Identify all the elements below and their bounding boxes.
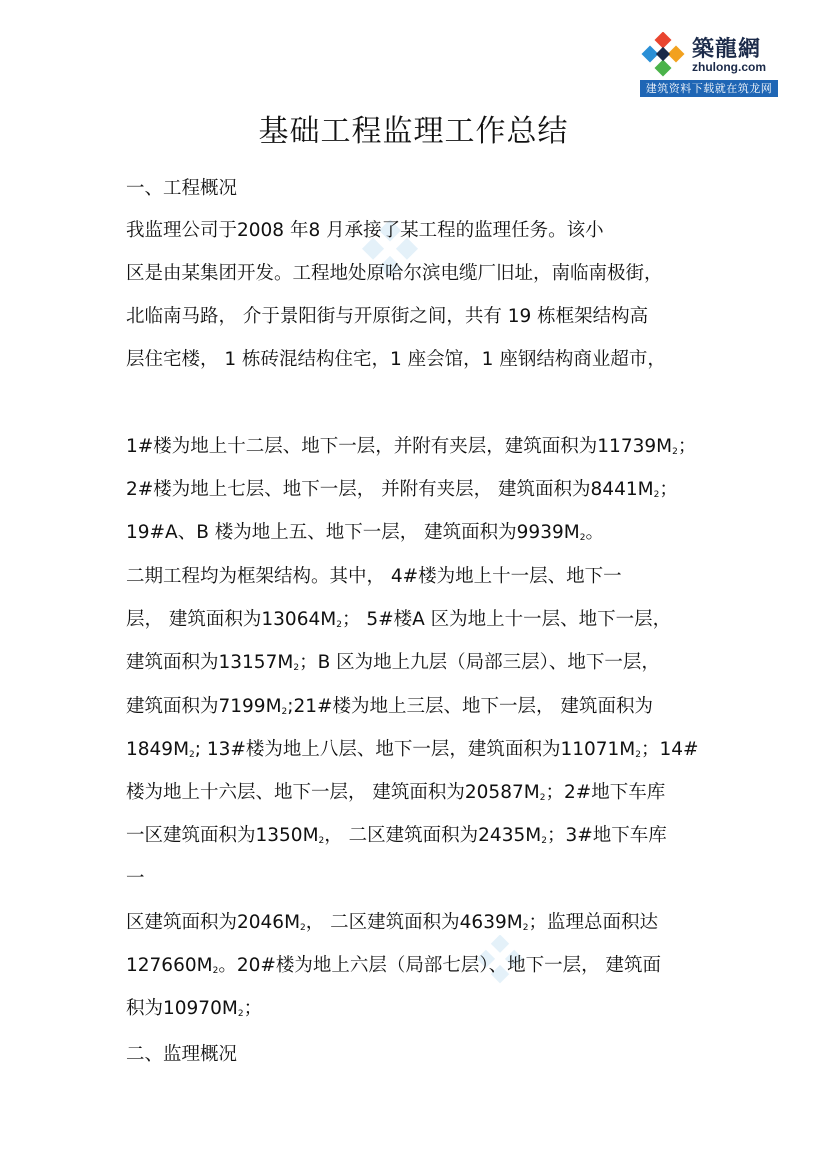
paragraph-line bbox=[126, 908, 658, 934]
unit-superscript: 2 bbox=[653, 490, 660, 500]
line-text: 建筑面积为7199M bbox=[126, 695, 282, 717]
paragraph-line bbox=[126, 648, 660, 674]
line-text: 1849M bbox=[126, 738, 190, 760]
unit-superscript: 2 bbox=[336, 620, 342, 631]
line-text: 127660M bbox=[126, 954, 213, 976]
building-line bbox=[126, 518, 604, 544]
paragraph-line bbox=[126, 778, 665, 804]
unit-superscript: 2 bbox=[189, 749, 195, 760]
line-text: 积为10970M bbox=[126, 998, 238, 1019]
paragraph-line bbox=[126, 562, 622, 588]
line-text: ；监理总面积达 bbox=[528, 911, 658, 933]
line-text: ；2#地下车库 bbox=[545, 782, 666, 803]
line-text: 2#楼为地上七层、地下一层， 并附有夹层， 建筑面积为8441M bbox=[126, 479, 654, 500]
unit-superscript: 2 bbox=[522, 922, 529, 933]
paragraph-line bbox=[126, 605, 671, 631]
paragraph-line bbox=[126, 821, 667, 847]
line-text: 一区建筑面积为1350M bbox=[126, 825, 319, 847]
line-text: 。 bbox=[585, 522, 604, 543]
line-text: ; 13#楼为地上八层、地下一层，建筑面积为11071M bbox=[194, 738, 636, 760]
paragraph-line bbox=[126, 864, 145, 890]
unit-superscript: 2 bbox=[635, 749, 641, 760]
line-text: ；3#地下车库 bbox=[546, 825, 667, 847]
line-text: 。20#楼为地上六层（局部七层）、地下一层， 建筑面 bbox=[218, 954, 662, 976]
line-text: ;21#楼为地上三层、地下一层， 建筑面积为 bbox=[287, 695, 653, 717]
unit-superscript: 2 bbox=[281, 706, 288, 717]
paragraph-line: 北临南马路， 介于景阳街与开原街之间，共有 19 栋框架结构高 bbox=[126, 306, 649, 327]
logo-name: 築龍網 bbox=[692, 36, 762, 62]
section-heading: 二、监理概况 bbox=[126, 1044, 238, 1065]
line-text: ； bbox=[243, 998, 263, 1019]
paragraph-line bbox=[126, 951, 661, 977]
paragraph-line: 层住宅楼， 1 栋砖混结构住宅，1 座会馆，1 座钢结构商业超市， bbox=[126, 349, 666, 370]
logo-mark-icon bbox=[640, 32, 686, 78]
logo-slogan: 建筑资料下载就在筑龙网 bbox=[640, 80, 778, 97]
paragraph-line bbox=[126, 735, 699, 761]
paragraph-line bbox=[126, 692, 653, 718]
line-text: 楼为地上十六层、地下一层， 建筑面积为20587M bbox=[126, 782, 540, 803]
unit-superscript: 2 bbox=[541, 836, 547, 847]
line-text: 区建筑面积为2046M bbox=[126, 911, 301, 933]
line-text: 建筑面积为13157M bbox=[126, 652, 294, 674]
line-text: ， 二区建筑面积为4639M bbox=[305, 911, 523, 933]
line-text: ； bbox=[659, 479, 678, 500]
line-text: 一 bbox=[126, 868, 145, 890]
zhulong-logo[interactable] bbox=[640, 28, 778, 98]
paragraph-line bbox=[126, 994, 262, 1020]
line-text: 1#楼为地上十二层、地下一层，并附有夹层，建筑面积为11739M bbox=[126, 436, 673, 457]
line-text: 19#A、B 楼为地上五、地下一层， 建筑面积为9939M bbox=[126, 522, 580, 543]
building-line bbox=[126, 475, 678, 501]
line-text: ； bbox=[677, 436, 697, 457]
unit-superscript: 2 bbox=[672, 447, 678, 457]
line-text: ；14# bbox=[641, 738, 699, 760]
unit-superscript: 2 bbox=[318, 836, 325, 847]
line-text: 层， 建筑面积为13064M bbox=[126, 609, 337, 631]
line-text: ， 二区建筑面积为2435M bbox=[324, 825, 542, 847]
unit-superscript: 2 bbox=[212, 965, 219, 976]
unit-superscript: 2 bbox=[539, 793, 546, 803]
paragraph-line: 我监理公司于2008 年8 月承接了某工程的监理任务。该小 bbox=[126, 220, 604, 241]
unit-superscript: 2 bbox=[293, 663, 300, 674]
unit-superscript: 2 bbox=[300, 922, 306, 933]
logo-url: zhulong.com bbox=[692, 60, 766, 74]
unit-superscript: 2 bbox=[237, 1009, 244, 1019]
line-text: ；B 区为地上九层（局部三层）、地下一层， bbox=[299, 652, 660, 674]
section-heading: 一、工程概况 bbox=[126, 178, 238, 199]
building-line bbox=[126, 432, 696, 458]
line-text: ； 5#楼A 区为地上十一层、地下一层， bbox=[341, 609, 672, 631]
unit-superscript: 2 bbox=[579, 533, 586, 543]
document-title: 基础工程监理工作总结 bbox=[258, 114, 569, 149]
paragraph-line: 区是由某集团开发。工程地处原哈尔滨电缆厂旧址，南临南极街， bbox=[126, 263, 663, 284]
line-text: 二期工程均为框架结构。其中， 4#楼为地上十一层、地下一 bbox=[126, 566, 622, 587]
